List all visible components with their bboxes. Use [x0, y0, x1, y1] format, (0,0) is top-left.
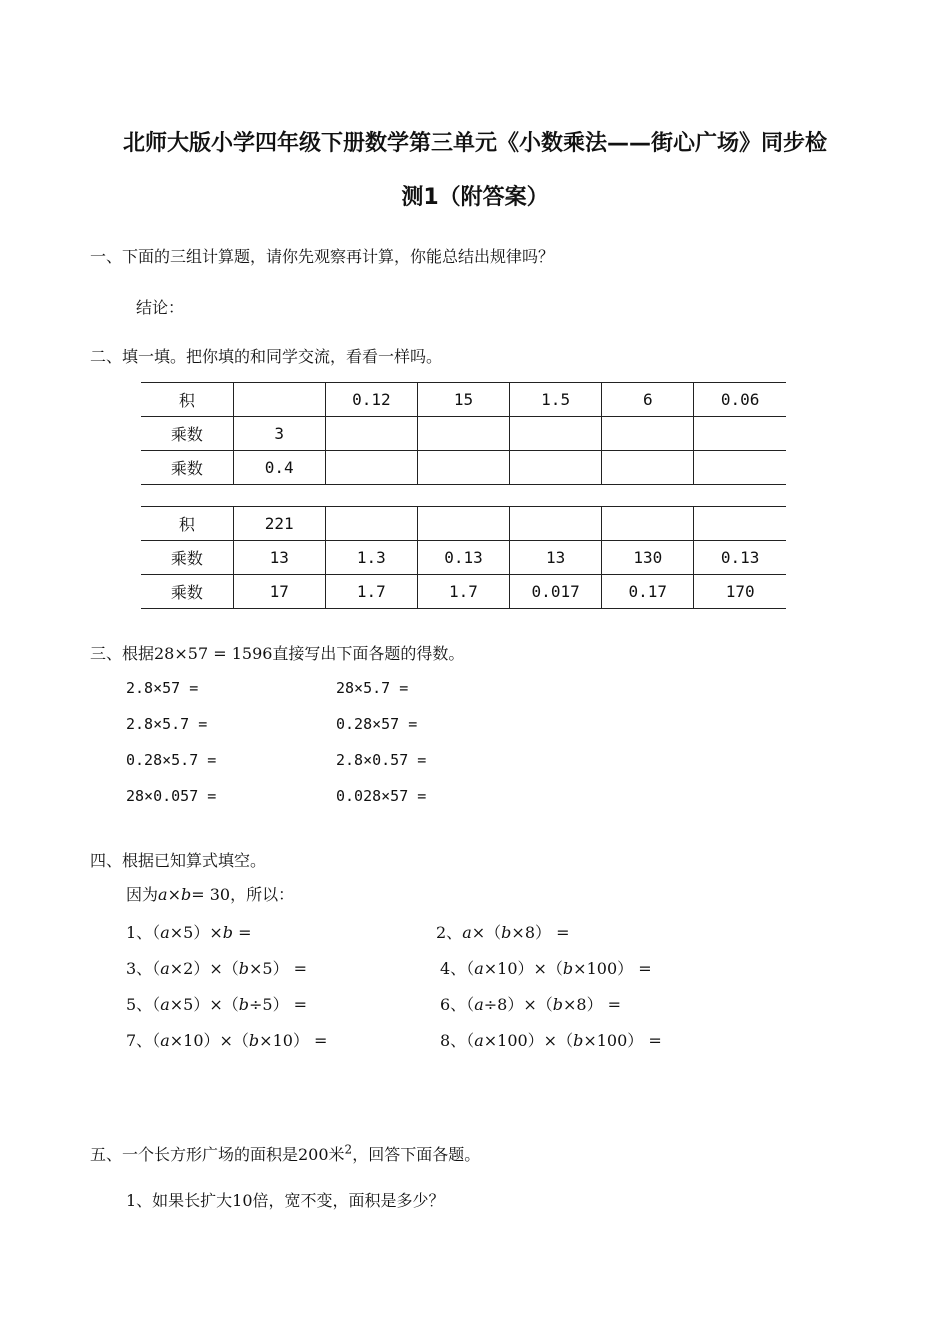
table-cell [417, 417, 509, 451]
item-part: ÷8）×（ [483, 995, 553, 1014]
table-cell: 积 [141, 507, 233, 541]
var-a: a [474, 1031, 484, 1050]
item-part: ×10） = [259, 1031, 328, 1050]
var-a: a [462, 923, 472, 942]
var-a: a [160, 995, 170, 1014]
premise-var-a: a [158, 885, 168, 904]
item-part: ×（ [471, 923, 502, 942]
table-cell: 积 [141, 383, 233, 417]
table-cell: 1.5 [510, 383, 602, 417]
item-part: ÷5） = [248, 995, 308, 1014]
table-cell: 乘数 [141, 575, 233, 609]
calc-item: 0.28×5.7 = [126, 751, 217, 769]
item-part: ×5） = [248, 959, 308, 978]
item-part: ×2）×（ [169, 959, 239, 978]
heading-text: 五、一个长方形广场的面积是200米 [90, 1145, 345, 1164]
table-cell: 1.7 [325, 575, 417, 609]
item-part: = [232, 923, 252, 942]
item-part: ×100）×（ [483, 1031, 574, 1050]
table-cell: 0.13 [694, 541, 786, 575]
page-title-line1: 北师大版小学四年级下册数学第三单元《小数乘法——街心广场》同步检 [122, 131, 827, 156]
table-cell [602, 417, 694, 451]
fill-item-4 [440, 956, 652, 979]
calc-item: 2.8×0.57 = [336, 751, 427, 769]
calc-item: 2.8×5.7 = [126, 715, 208, 733]
table-cell: 0.17 [602, 575, 694, 609]
var-b: b [501, 923, 512, 942]
table-row [141, 507, 786, 541]
item-part: ×100） = [583, 1031, 662, 1050]
var-a: a [160, 923, 170, 942]
table-row [141, 417, 786, 451]
table-row [141, 451, 786, 485]
item-prefix: 3、（ [126, 959, 161, 978]
table-cell: 13 [233, 541, 325, 575]
section5-heading [90, 1142, 480, 1165]
item-part: ×5）× [169, 923, 223, 942]
table-cell [325, 417, 417, 451]
table-cell: 0.12 [325, 383, 417, 417]
calc-item: 28×5.7 = [336, 679, 409, 697]
item-part: ×5）×（ [169, 995, 239, 1014]
fill-item-7 [126, 1028, 327, 1051]
var-a: a [474, 995, 484, 1014]
var-b: b [562, 959, 574, 978]
table-cell: 130 [602, 541, 694, 575]
var-b: b [552, 995, 563, 1014]
table-cell: 0.06 [694, 383, 786, 417]
section1-heading: 一、下面的三组计算题，请你先观察再计算，你能总结出规律吗？ [90, 247, 555, 266]
item-prefix: 8、（ [440, 1031, 475, 1050]
section2-heading: 二、填一填。把你填的和同学交流，看看一样吗。 [90, 347, 443, 366]
table-cell: 170 [694, 575, 786, 609]
table-cell [325, 507, 417, 541]
fill-table-2 [141, 506, 786, 609]
table-cell [233, 383, 325, 417]
item-part: ×8） = [562, 995, 622, 1014]
item-part: ×10）×（ [483, 959, 563, 978]
table-cell [417, 451, 509, 485]
fill-item-2 [436, 920, 570, 943]
item-prefix: 5、（ [126, 995, 161, 1014]
table-cell: 0.017 [510, 575, 602, 609]
item-prefix: 4、（ [440, 959, 475, 978]
fill-table-1 [141, 382, 786, 485]
calc-item: 2.8×57 = [126, 679, 199, 697]
section4-premise [126, 882, 294, 905]
calc-item: 28×0.057 = [126, 787, 217, 805]
table-row [141, 575, 786, 609]
var-b: b [573, 1031, 584, 1050]
table-cell [602, 451, 694, 485]
table-cell [694, 451, 786, 485]
calc-item: 0.28×57 = [336, 715, 418, 733]
table-cell: 乘数 [141, 541, 233, 575]
table-cell [510, 451, 602, 485]
table-cell: 1.7 [417, 575, 509, 609]
table-cell [694, 417, 786, 451]
page-title-line2: 测1（附答案） [401, 185, 549, 210]
premise-prefix: 因为 [126, 885, 159, 904]
calc-item: 0.028×57 = [336, 787, 427, 805]
premise-times: × [167, 885, 181, 904]
var-a: a [474, 959, 484, 978]
table-cell: 0.13 [417, 541, 509, 575]
heading-text: ，回答下面各题。 [352, 1145, 481, 1164]
superscript: 2 [344, 1142, 353, 1157]
section5-question-1: 1、如果长扩大10倍，宽不变，面积是多少？ [126, 1191, 445, 1210]
section3-heading: 三、根据28×57 = 1596直接写出下面各题的得数。 [90, 644, 465, 663]
premise-var-b: b [180, 885, 192, 904]
table-row [141, 541, 786, 575]
var-b: b [238, 995, 249, 1014]
table-cell: 乘数 [141, 451, 233, 485]
table-row [141, 383, 786, 417]
table-cell: 0.4 [233, 451, 325, 485]
var-b: b [248, 1031, 260, 1050]
fill-item-5 [126, 992, 307, 1015]
table-cell: 15 [417, 383, 509, 417]
var-a: a [160, 959, 170, 978]
premise-suffix: = 30，所以： [191, 885, 295, 904]
section1-conclusion: 结论： [136, 298, 185, 317]
table-cell: 221 [233, 507, 325, 541]
item-part: ×100） = [573, 959, 652, 978]
fill-item-6 [440, 992, 621, 1015]
var-b: b [238, 959, 249, 978]
item-prefix: 7、（ [126, 1031, 161, 1050]
item-prefix: 2、 [436, 923, 463, 942]
table-cell [510, 507, 602, 541]
table-cell [325, 451, 417, 485]
table-cell: 17 [233, 575, 325, 609]
table-cell: 3 [233, 417, 325, 451]
fill-item-3 [126, 956, 307, 979]
table-cell: 6 [602, 383, 694, 417]
table-cell [602, 507, 694, 541]
table-cell [417, 507, 509, 541]
fill-item-8 [440, 1028, 662, 1051]
item-part: ×8） = [511, 923, 570, 942]
item-part: ×10）×（ [169, 1031, 249, 1050]
table-cell [510, 417, 602, 451]
table-cell: 13 [510, 541, 602, 575]
item-prefix: 1、（ [126, 923, 161, 942]
table-cell: 乘数 [141, 417, 233, 451]
table-cell [694, 507, 786, 541]
table-cell: 1.3 [325, 541, 417, 575]
item-prefix: 6、（ [440, 995, 475, 1014]
var-b: b [222, 923, 233, 942]
section4-heading: 四、根据已知算式填空。 [90, 851, 267, 870]
var-a: a [160, 1031, 170, 1050]
fill-item-1 [126, 920, 251, 943]
